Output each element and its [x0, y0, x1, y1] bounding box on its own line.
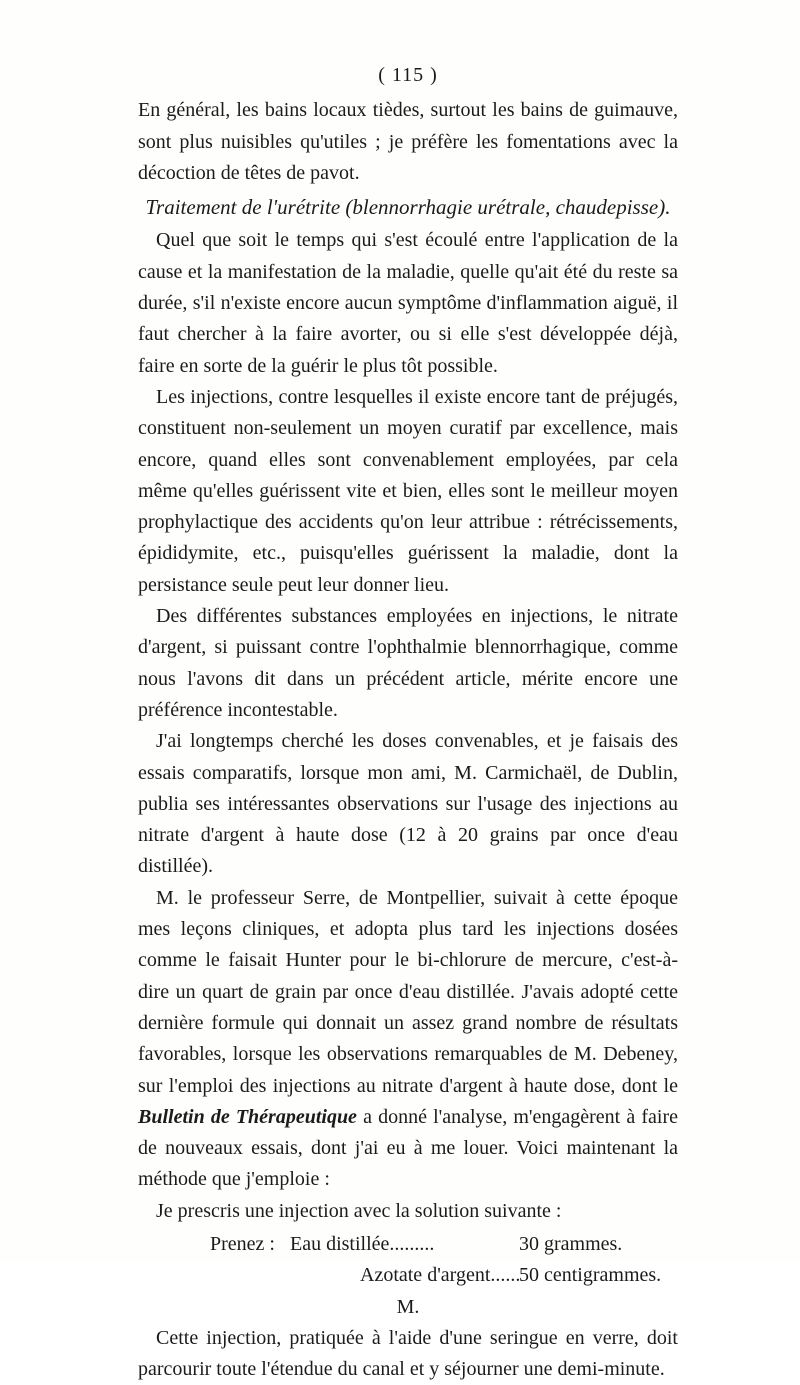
paragraph-injections: Les injections, contre lesquelles il existe encore tant de préjugés, constituent non-seulement un moyen curatif par excellence, mais encore, quand elles sont convenablement employées, par cela même qu'elles guérissent vite et bien, elles sont le meilleur moyen prophylactique des accidents qu'on leur attribue : rétrécissements, épididymite, etc., puisqu'elles guérissent la maladie, dont la persistance seule peut leur donner lieu. [138, 385, 678, 596]
journal-title: Bulletin de Thérapeutique [138, 1105, 357, 1128]
formula-row [138, 1260, 678, 1291]
formula-mix: M. [396, 1295, 420, 1318]
paragraph-doses: J'ai longtemps cherché les doses convenables, et je faisais des essais comparatifs, lorsque mon ami, M. Carmichaël, de Dublin, publia ses intéressantes observations sur l'usage des injections au nitrate d'argent à haute dose (12 à 20 grains par once d'eau distillée). [138, 730, 678, 878]
formula-label-spacer [138, 1260, 290, 1291]
paragraph-prescription: Je prescris une injection avec la solution suivante : [156, 1199, 562, 1222]
paragraph-silver-nitrate: Des différentes substances employées en injections, le nitrate d'argent, si puissant contre l'ophthalmie blennorrhagique, comme nous l'avons dit dans un précédent article, mérite encore une préférence incontestable. [138, 605, 678, 721]
formula-ingredient: Eau distillée......... [290, 1232, 435, 1255]
paragraph-serre [138, 883, 678, 1196]
paragraph-serre-end: a donné l'analyse, m'engagèrent à faire de nouveaux essais, dont j'ai eu à me louer. Voici maintenant la méthode que j'emploie : [138, 1105, 678, 1191]
formula-quantity: 30 grammes. [519, 1232, 623, 1255]
page-number: ( 115 ) [378, 64, 438, 86]
formula-label: Prenez : [210, 1232, 275, 1255]
paragraph-abort: Quel que soit le temps qui s'est écoulé entre l'application de la cause et la manifestation de la maladie, quelle qu'ait été du reste sa durée, s'il n'existe encore aucun symptôme d'inflammation aiguë, il faut chercher à la faire avorter, ou si elle s'est développée déjà, faire en sorte de la guérir le plus tôt possible. [138, 229, 678, 377]
paragraph-syringe: Cette injection, pratiquée à l'aide d'une seringue en verre, doit parcourir toute l'étendue du canal et y séjourner une demi-minute. [138, 1326, 678, 1381]
formula-ingredient: Azotate d'argent...... [360, 1264, 521, 1287]
formula-quantity: 50 centigrammes. [519, 1264, 662, 1287]
formula-row [138, 1229, 678, 1260]
paragraph-baths: En général, les bains locaux tièdes, surtout les bains de guimauve, sont plus nuisibles qu'utiles ; je préfère les fomentations avec la décoction de têtes de pavot. [138, 99, 678, 184]
paragraph-serre-start: M. le professeur Serre, de Montpellier, suivait à cette époque mes leçons cliniques, et adopta plus tard les injections dosées comme le faisait Hunter pour le bi-chlorure de mercure, c'est-à-dire un quart de grain par once d'eau distillée. J'avais adopté cette dernière formule qui donnait un assez grand nombre de résultats favorables, lorsque les observations remarquables de M. Debeney, sur l'emploi des injections au nitrate d'argent à haute dose, dont le [138, 886, 678, 1097]
page-text [138, 60, 678, 1385]
formula [138, 1229, 678, 1323]
section-heading: Traitement de l'urétrite (blennorrhagie urétrale, chaudepisse). [145, 195, 671, 220]
